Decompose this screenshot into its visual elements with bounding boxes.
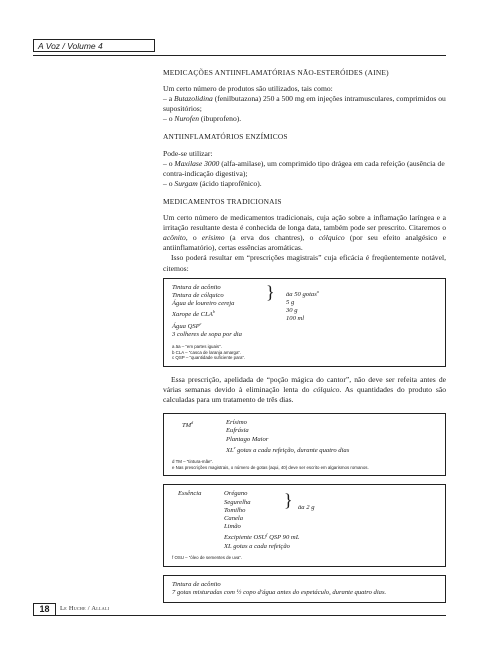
- header-rule: [33, 55, 446, 56]
- essence-label: Essência: [178, 490, 202, 498]
- running-title: A Voz / Volume 4: [33, 39, 155, 52]
- excipient: Excipiente OSU$^f$ QSP 90 mL: [224, 532, 300, 542]
- prescription-box-1: [163, 278, 446, 367]
- aine-item-1: – a Butazolidina (fenilbutazona) 250 a 500 mg em injeções intramusculares, comprimidos ou supositórios;: [163, 94, 446, 114]
- footnote: c QSP – “quantidade suficiente para”.: [172, 355, 246, 361]
- herb: Eufrásia: [226, 427, 249, 435]
- herb: Plantago Maior: [226, 435, 269, 443]
- rx-quantity: āa 50 gotas$^a$: [286, 288, 319, 298]
- prescription-box-4: [163, 575, 446, 603]
- footnote: d TM – “tintura-mãe”.: [172, 459, 214, 465]
- section-title-enzimicos: ANTIINFLAMATÓRIOS ENZÍMICOS: [163, 132, 288, 142]
- rx-line: Água de loureiro cereja: [172, 300, 235, 307]
- footnote: a āa – “em partes iguais”.: [172, 344, 222, 350]
- rx-quantity: 100 ml: [286, 315, 305, 323]
- herb: Limão: [224, 523, 241, 531]
- footnote: b CLA – “casca de laranja amarga”.: [172, 349, 242, 355]
- page-body: [163, 68, 446, 603]
- dose: XL gotas a cada refeição: [224, 542, 290, 550]
- section-title-tradicionais: MEDICAMENTOS TRADICIONAIS: [163, 196, 282, 206]
- brace: }: [284, 490, 293, 511]
- enzimicos-item-2: – o Surgam (ácido tiaprofênico).: [163, 178, 262, 188]
- section-title-aine: MEDICAÇÕES ANTIINFLAMATÓRIAS NÃO-ESTERÓIDES (AINE): [163, 68, 389, 77]
- rx-line: 3 colheres de sopa por dia: [172, 330, 242, 338]
- footer-rule: [33, 615, 446, 616]
- footnote: e Nas prescrições magistrais, o número de gotas (aqui, 40) deve ser escrito em algarismos romanos.: [172, 464, 369, 470]
- prescription-box-2: [163, 413, 446, 476]
- page-number: 18: [33, 603, 56, 616]
- aine-intro: Um certo número de produtos são utilizados, tais como:: [163, 84, 333, 94]
- rx-line: Xarope de CLA$^b$: [172, 309, 215, 319]
- essence-quantity: āa 2 g: [298, 504, 315, 512]
- dose: XLe gotas a cada refeição, durante quatro dias: [226, 444, 350, 455]
- rx-line: Água QSP$^c$: [172, 320, 202, 330]
- prescription-box-3: [163, 484, 446, 566]
- enzimicos-item-1: – o Maxilase 3000 (alfa-amilase), um comprimido tipo drágea em cada refeição (ausência de contra-indicação digestiva);: [163, 158, 445, 178]
- footer-authors: Le Huche / Allali: [60, 605, 110, 612]
- herb: Erísimo: [226, 419, 247, 427]
- footnote: f OSU – “óleo de sementes de uva”.: [172, 555, 243, 561]
- tradicionais-paragraph-2: Isso poderá resultar em “prescrições magistrais” cuja eficácia é freqüentemente notável, citemos:: [163, 253, 446, 273]
- tm-label: $TM^d$: [182, 420, 194, 430]
- rx-line: Tintura de acônito: [172, 283, 221, 291]
- rx-line: 7 gotas misturadas com ½ copo d'água antes do espetáculo, durante quatro dias.: [172, 588, 387, 596]
- rx-quantity: 30 g: [286, 307, 298, 315]
- brace: }: [266, 281, 275, 302]
- herb: Segurelha: [224, 498, 251, 506]
- rx-quantity: 5 g: [286, 298, 295, 306]
- paragraph-after-box-1: Essa prescrição, apelidada de “poção mágica do cantor”, não deve ser refeita antes de várias semanas devido à eliminação lenta do cólquico. As quantidades do produto são calculadas para um tratamento de três dias.: [163, 374, 446, 405]
- herb: Tomilho: [224, 506, 246, 514]
- enzimicos-intro: Pode-se utilizar:: [163, 148, 213, 158]
- rx-line: Tintura de cólquico: [172, 291, 224, 299]
- tradicionais-paragraph-1: Um certo número de medicamentos tradicionais, cuja ação sobre a inflamação laríngea e a irritação resultante desta é conhecida de longa data, também pode ser prescrito. Citaremos o acônito, o erísimo (a erva dos chantres), o cólquico (por seu efeito analgésico e antiinflamatório), certas essências aromáticas.: [163, 213, 446, 253]
- herb: Orégano: [224, 490, 248, 498]
- aine-item-2: – o Nurofen (ibuprofeno).: [163, 114, 242, 124]
- rx-line: Tintura de acônito: [172, 580, 221, 588]
- herb: Canela: [224, 515, 244, 523]
